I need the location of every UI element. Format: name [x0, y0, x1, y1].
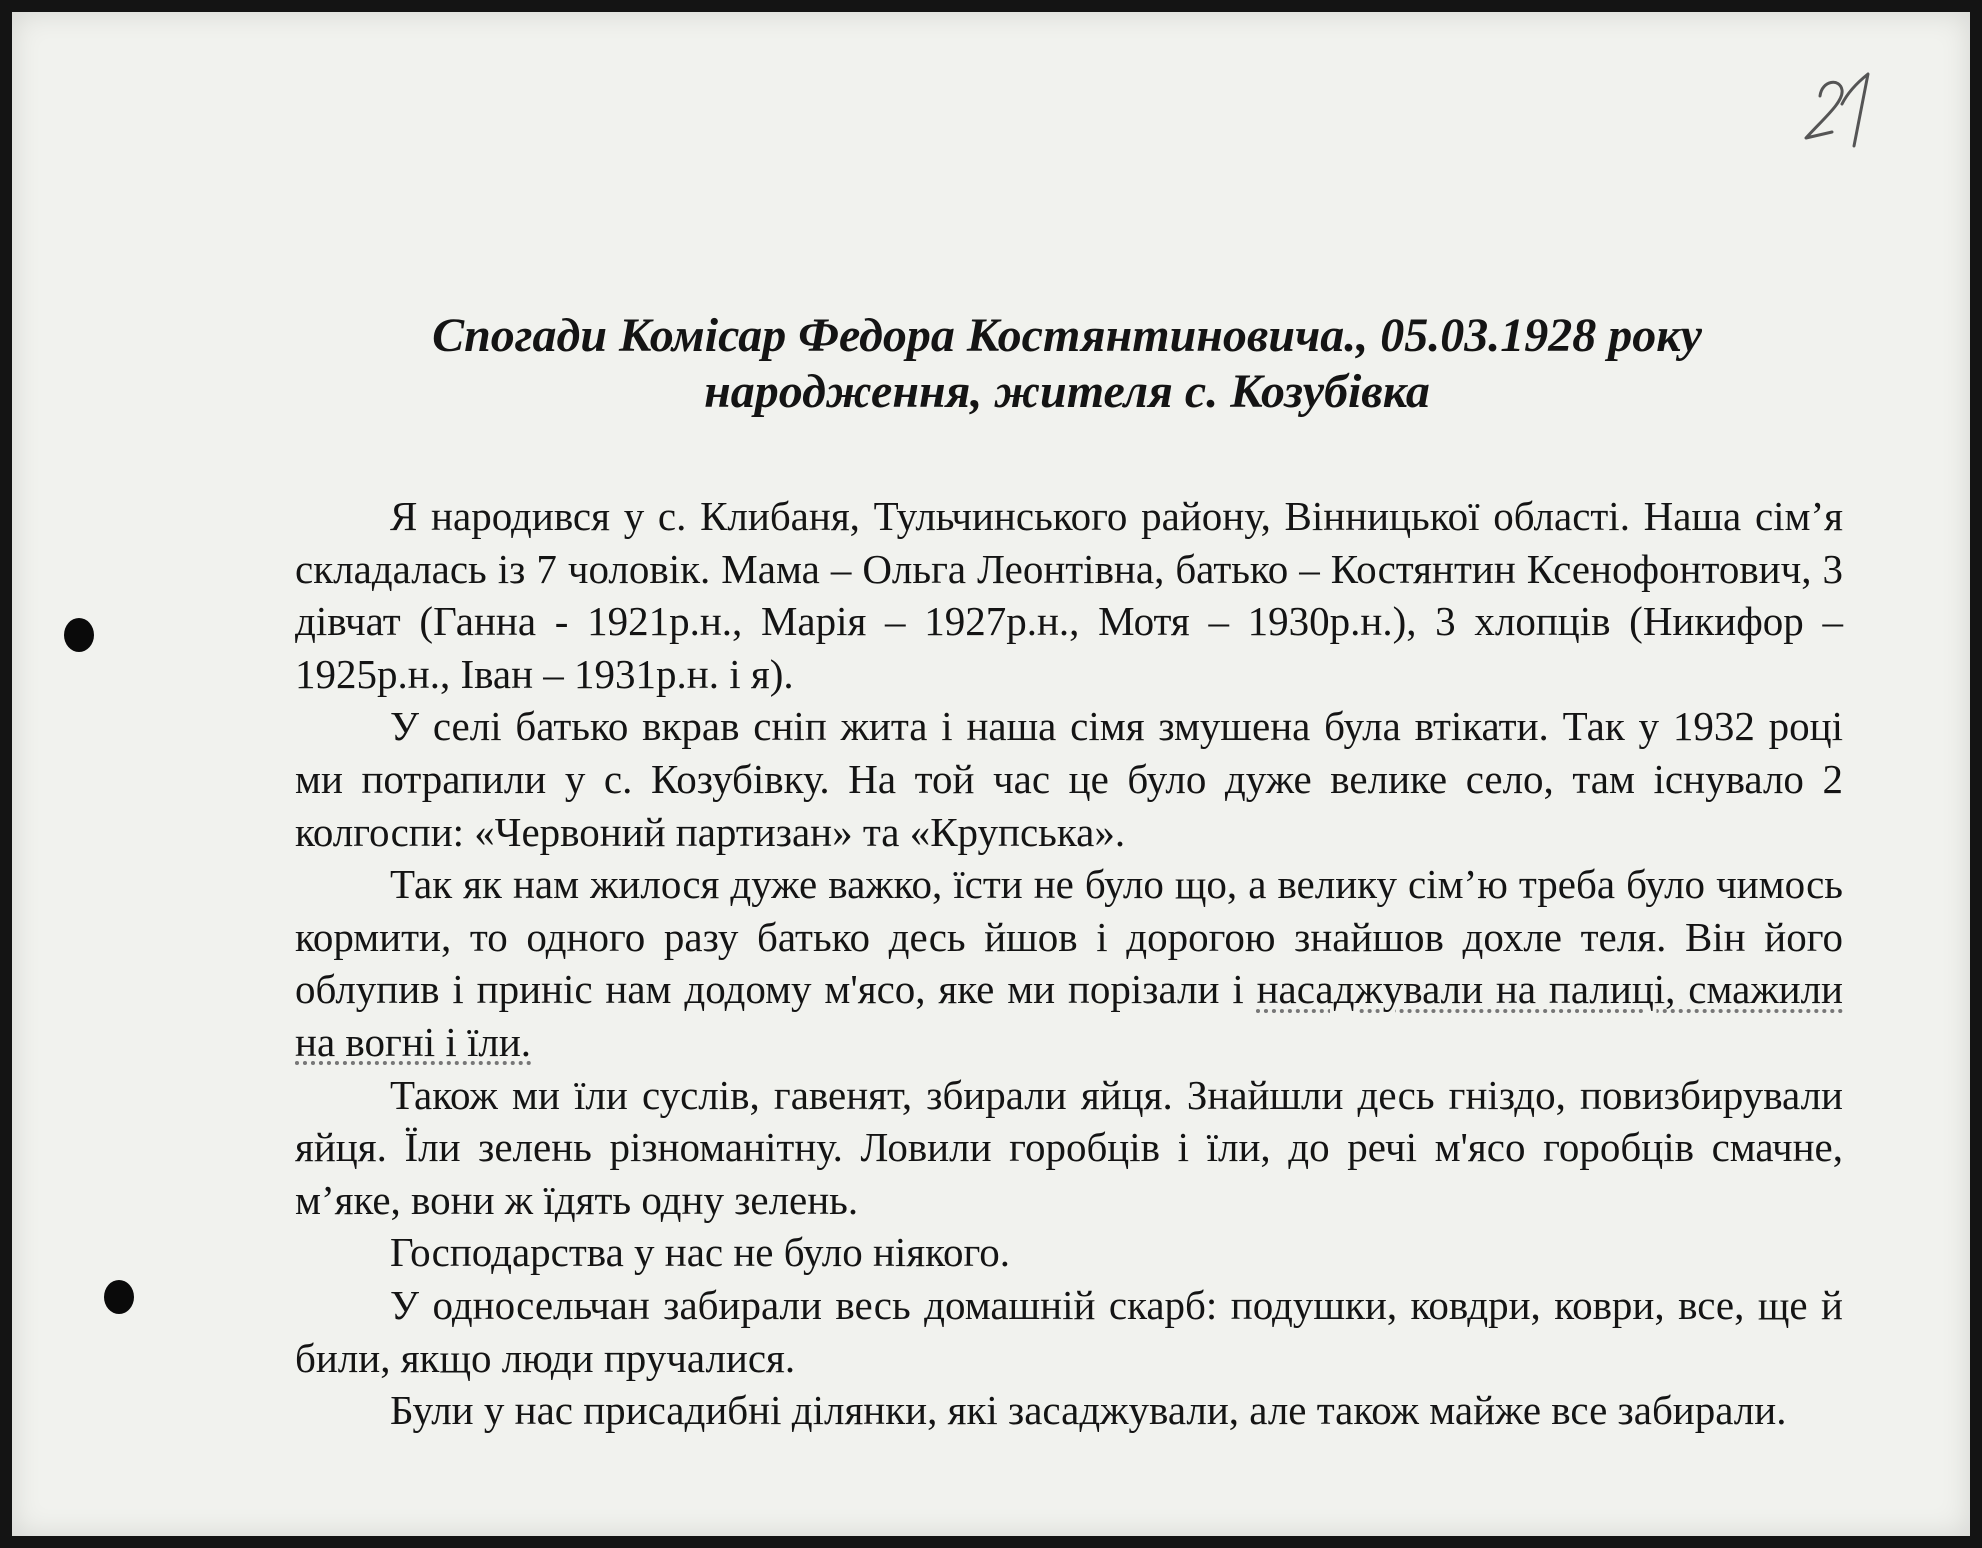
paragraph-2: У селі батько вкрав сніп жита і наша сімя змушена була втікати. Так у 1932 році ми потрапили у с. Козубівку. На той час це було дуже велике село, там існувало 2 колгоспи: «Червоний партизан» та «Крупська». [295, 703, 1843, 855]
paragraph-3-text: Так як нам жилося дуже важко, їсти не було що, а велику сім’ю треба було чимось кормити, то одного разу батько десь йшов і дорогою знайшов дохле теля. Він його облупив і приніс нам додому м'ясо, яке ми порізали і [295, 861, 1843, 1013]
punch-hole-bottom [104, 1280, 134, 1314]
paragraph-7: Були у нас присадибні ділянки, які засаджували, але також майже все забирали. [390, 1387, 1787, 1434]
title-line-2: народження, жителя с. Козубівка [704, 365, 1430, 418]
paragraph-3 [295, 858, 1843, 1068]
punch-hole-top [64, 618, 94, 652]
handwritten-page-number [1792, 62, 1902, 152]
page-title [272, 308, 1862, 420]
paragraph-6: У односельчан забирали весь домашній скарб: подушки, ковдри, коври, все, ще й били, якщо люди пручалися. [295, 1281, 1843, 1381]
memoir-text [295, 490, 1843, 1437]
paragraph-3-underlined-text: насаджували на палиці, смажили на вогні і їли. [295, 966, 1843, 1065]
title-line-1: Спогади Комісар Федора Костянтиновича., 05.03.1928 року [432, 309, 1702, 362]
paragraph-5: Господарства у нас не було ніякого. [390, 1229, 1011, 1276]
paragraph-4: Також ми їли суслів, гавенят, збирали яйця. Знайшли десь гніздо, повизбирували яйця. Їли зелень різноманітну. Ловили горобців і їли, до речі м'ясо горобців смачне, м’яке, вони ж їдять одну зелень. [295, 1071, 1843, 1223]
paragraph-1: Я народився у с. Клибаня, Тульчинського району, Вінницької області. Наша сім’я складалась із 7 чоловік. Мама – Ольга Леонтівна, батько – Костянтин Ксенофонтович, 3 дівчат (Ганна - 1921р.н., Марія – 1927р.н., Мотя – 1930р.н.), 3 хлопців (Никифор – 1925р.н., Іван – 1931р.н. і я). [295, 493, 1843, 697]
document-page [12, 12, 1970, 1536]
